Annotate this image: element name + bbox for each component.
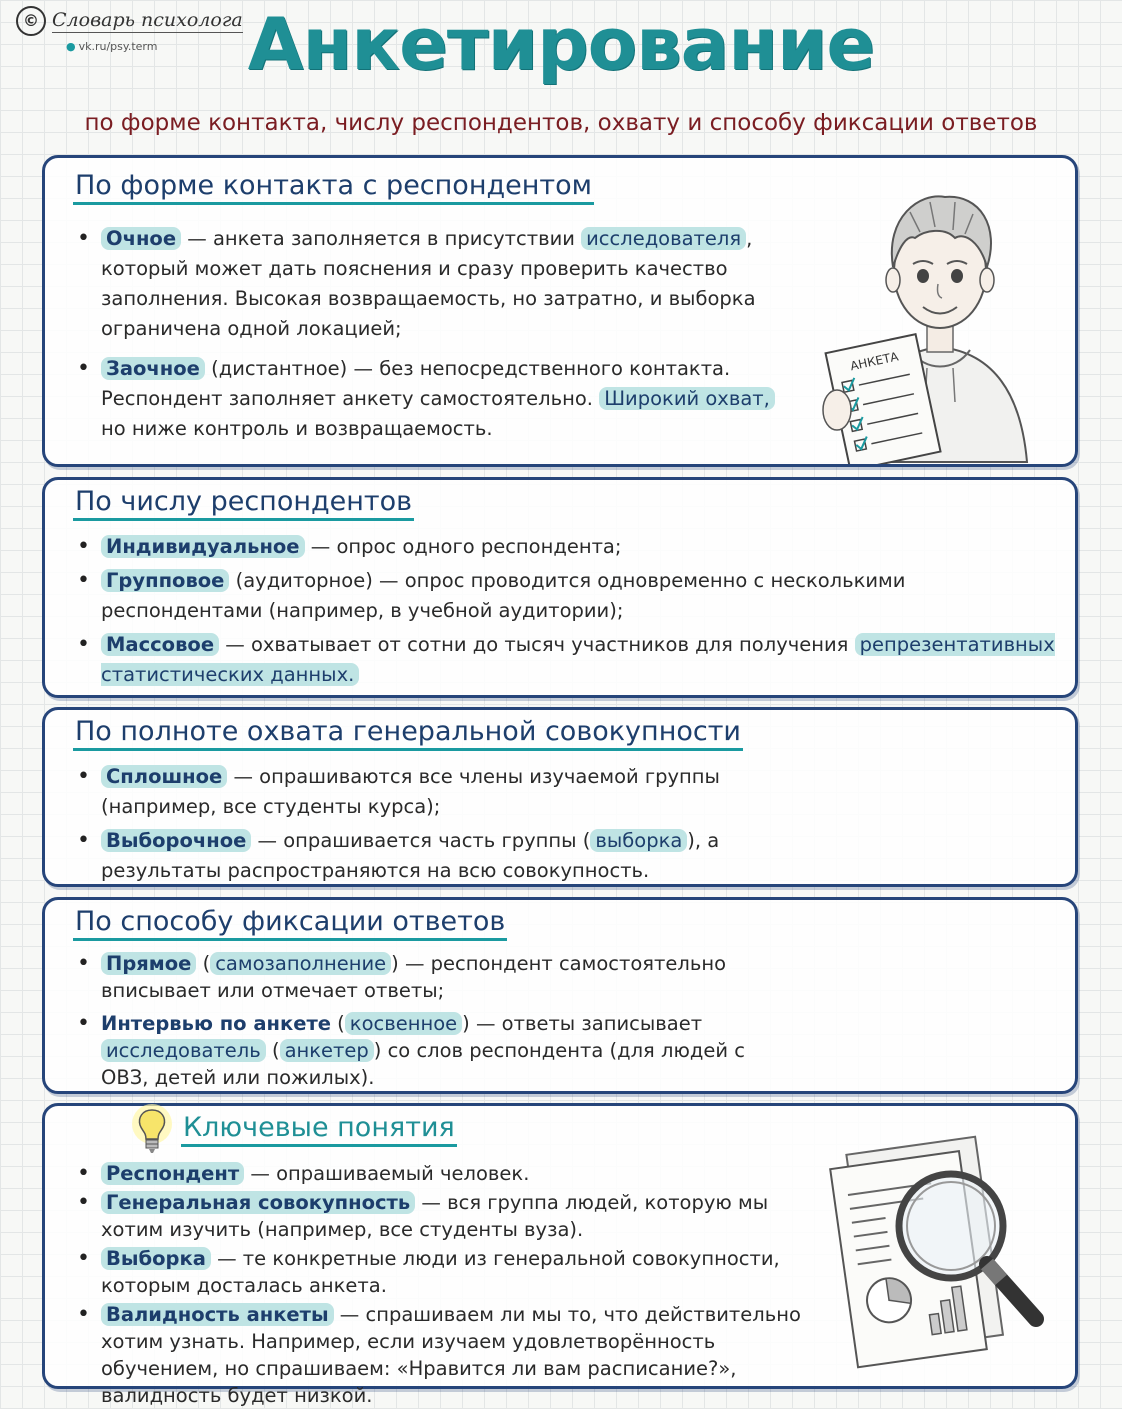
term: Интервью по анкете [101, 1012, 331, 1035]
list-item: • Индивидуальное — опрос одного респондента; [75, 532, 1055, 562]
list-item: • Заочное (дистантное) — без непосредственного контакта. Респондент заполняет анкету самостоятельно. Широкий охват, но ниже контроль и возвращаемость. [75, 354, 795, 444]
term: Прямое [101, 952, 196, 975]
list-item: • Сплошное — опрашиваются все члены изучаемой группы (например, все студенты курса); [75, 762, 755, 822]
term: Выборочное [101, 829, 251, 852]
list-item: • Генеральная совокупность — вся группа людей, которую мы хотим изучить (например, все студенты вуза). [75, 1189, 815, 1243]
section-fixation [42, 897, 1078, 1094]
term: Сплошное [101, 765, 227, 788]
term: Групповое [101, 569, 229, 592]
list-item: • Групповое (аудиторное) — опрос проводится одновременно с несколькими респондентами (например, в учебной аудитории); [75, 566, 1055, 626]
list-item: • Очное — анкета заполняется в присутствии исследователя , который может дать пояснения и сразу проверить качество заполнения. Высокая возвращаемость, но затратно, и выборка ограничена одной локацией; [75, 224, 795, 344]
term: Очное [101, 227, 181, 250]
section-respondent-count [42, 477, 1078, 698]
section-title: По полноте охвата генеральной совокупности [73, 716, 743, 751]
term: Массовое [101, 633, 219, 656]
list-item: • Интервью по анкете ( косвенное ) — ответы записывает исследователь ( анкетер ) со слов респондента (для людей с ОВЗ, детей или пожилых). [75, 1010, 795, 1091]
svg-text:АНКЕТА: АНКЕТА [848, 349, 900, 374]
term: Респондент [101, 1162, 244, 1185]
magnifier-document-illustration [821, 1134, 1061, 1374]
term: Валидность анкеты [101, 1303, 334, 1326]
term: Выборка [101, 1247, 211, 1270]
section-contact-form [42, 155, 1078, 467]
list-item: • Валидность анкеты — спрашиваем ли мы то, что действительно хотим узнать. Например, если изучаем удовлетворённость обучением, но спрашиваем: «Нравится ли вам расписание?», валидность будет низкой. [75, 1301, 815, 1409]
list-item: • Выборка — те конкретные люди из генеральной совокупности, которым досталась анкета. [75, 1245, 815, 1299]
term: Заочное [101, 357, 205, 380]
brand-name: Словарь психолога [52, 9, 243, 31]
list-item: • Респондент — опрашиваемый человек. [75, 1160, 815, 1187]
list-item: • Выборочное — опрашивается часть группы ( выборка ), а результаты распространяются на всю совокупность. [75, 826, 755, 886]
page-subtitle: по форме контакта, числу респондентов, охвату и способу фиксации ответов [84, 110, 1038, 136]
brand-url[interactable]: vk.ru/psy.term [78, 40, 158, 53]
section-coverage [42, 707, 1078, 887]
section-title: По способу фиксации ответов [73, 906, 507, 941]
section-title: По форме контакта с респондентом [73, 170, 594, 205]
section-title: Ключевые понятия [181, 1112, 457, 1147]
page-title: Анкетирование [247, 2, 875, 86]
bullet-icon: ● [66, 40, 76, 53]
lightbulb-icon [129, 1102, 175, 1156]
boy-with-questionnaire-illustration [815, 172, 1065, 464]
term: Индивидуальное [101, 535, 305, 558]
section-key-concepts [42, 1103, 1078, 1407]
term: Генеральная совокупность [101, 1191, 415, 1214]
list-item: • Прямое ( самозаполнение ) — респондент самостоятельно вписывает или отмечает ответы; [75, 950, 795, 1004]
copyright-icon: © [16, 6, 46, 36]
list-item: • Массовое — охватывает от сотни до тысяч участников для получения репрезентативных статистических данных. [75, 630, 1055, 690]
section-title: По числу респондентов [73, 486, 414, 521]
